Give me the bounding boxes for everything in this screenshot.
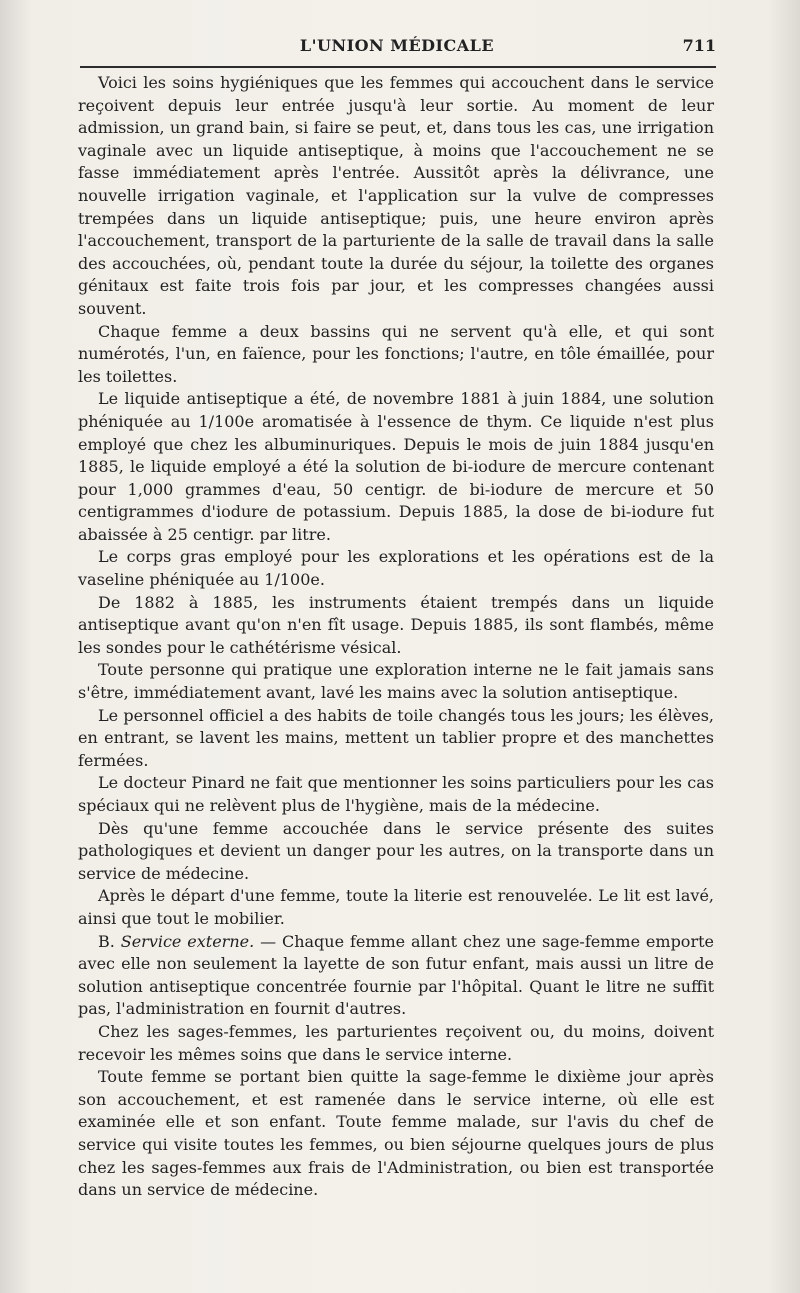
header-rule — [80, 66, 716, 68]
paragraph-soins-hygieniques: Voici les soins hygiéniques que les femmes qui accouchent dans le service reçoivent depuis leur entrée jusqu'à leur sortie. Au moment de leur admission, un grand bain, si faire se peut, et, dans tous les cas, une irrigation vaginale avec un liquide antiseptique, à moins que l'accouchement ne se fasse immédiatement après l'entrée. Aussitôt après la délivrance, une nouvelle irrigation vaginale, et l'application sur la vulve de compresses trempées dans un liquide antiseptique; puis, une heure environ après l'accouchement, transport de la parturiente de la salle de travail dans la salle des accouchées, où, pendant toute la durée du séjour, la toilette des organes génitaux est faite trois fois par jour, et les compresses changées aussi souvent. — [78, 73, 714, 318]
paragraph-corps-gras: Le corps gras employé pour les explorations et les opérations est de la vaseline phéniquée au 1/100e. — [78, 547, 714, 590]
paragraph-sages-femmes: Chez les sages-femmes, les parturientes reçoivent ou, du moins, doivent recevoir les mêmes soins que dans le service interne. — [78, 1021, 714, 1064]
section-text: — Chaque femme allant chez une sage-femme emporte avec elle non seulement la layette de son futur enfant, mais aussi un litre de solution antiseptique concentrée fournie par l'hôpital. Quant le litre ne suffit pas, l'administration en fournit d'autres. — [78, 931, 714, 1019]
paragraph-service-externe — [78, 931, 714, 1021]
paragraph-liquide-antiseptique: Le liquide antiseptique a été, de novembre 1881 à juin 1884, une solution phéniquée au 1/100e aromatisée à l'essence de thym. Ce liquide n'est plus employé que chez les albuminuriques. Depuis le mois de juin 1884 jusqu'en 1885, le liquide employé a été la solution de bi-iodure de mercure contenant pour 1,000 grammes d'eau, 50 centigr. de bi-iodure de mercure et 50 centigrammes d'iodure de potassium. Depuis 1885, la dose de bi-iodure fut abaissée à 25 centigr. par litre. — [78, 389, 714, 544]
article-body — [78, 72, 714, 1202]
paragraph-exploration-interne: Toute personne qui pratique une exploration interne ne le fait jamais sans s'être, immédiatement avant, lavé les mains avec la solution antiseptique. — [78, 660, 714, 703]
paragraph-dixieme-jour: Toute femme se portant bien quitte la sage-femme le dixième jour après son accouchement, et est ramenée dans le service interne, où elle est examinée elle et son enfant. Toute femme malade, sur l'avis du chef de service qui visite toutes les femmes, ou bien séjourne quelques jours de plus chez les sages-femmes aux frais de l'Administration, ou bien est transportée dans un service de médecine. — [78, 1067, 714, 1200]
page-header — [80, 30, 714, 66]
section-label: B. — [98, 931, 115, 951]
paragraph-suites-pathologiques: Dès qu'une femme accouchée dans le service présente des suites pathologiques et devient un danger pour les autres, on la transporte dans un service de médecine. — [78, 818, 714, 883]
section-title: Service externe. — [120, 931, 255, 951]
running-title: L'UNION MÉDICALE — [299, 36, 495, 55]
paragraph-docteur-pinard: Le docteur Pinard ne fait que mentionner les soins particuliers pour les cas spéciaux qui ne relèvent plus de l'hygiène, mais de la médecine. — [78, 773, 714, 815]
paragraph-bassins: Chaque femme a deux bassins qui ne servent qu'à elle, et qui sont numérotés, l'un, en faïence, pour les fonctions; l'autre, en tôle émaillée, pour les toilettes. — [78, 321, 714, 386]
paragraph-instruments: De 1882 à 1885, les instruments étaient trempés dans un liquide antiseptique avant qu'on n'en fît usage. Depuis 1885, ils sont flambés, même les sondes pour le cathétérisme vésical. — [78, 592, 714, 657]
paragraph-personnel: Le personnel officiel a des habits de toile changés tous les jours; les élèves, en entrant, se lavent les mains, mettent un tablier propre et des manchettes fermées. — [78, 705, 714, 770]
page-number: 711 — [682, 36, 716, 55]
paragraph-literie: Après le départ d'une femme, toute la literie est renouvelée. Le lit est lavé, ainsi que tout le mobilier. — [78, 886, 714, 928]
